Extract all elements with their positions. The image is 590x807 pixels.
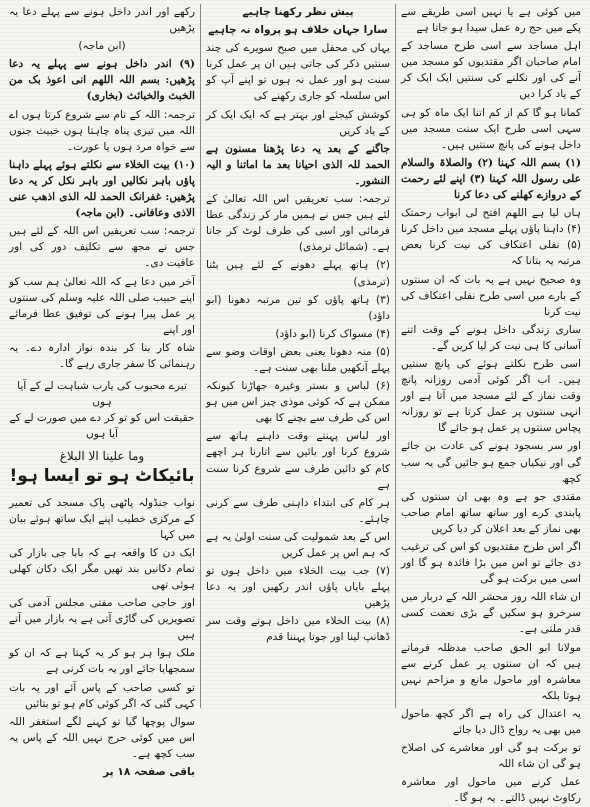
poem [9, 378, 195, 442]
column-middle [200, 4, 396, 708]
left-paragraphs-b [9, 495, 195, 763]
paragraph: (۹) اندر داخل ہونے سے پہلے یہ دعا پڑھیں: بسم اللہ اللھم انی اعوذ بک من الخبث والخبائث (بخاری) [9, 58, 195, 103]
paragraph: وہ صحیح نہیں ہے یہ بات کہ ان سنتوں کے بارے میں اسی طرح نفلی اعتکاف کی نیت کرنا [401, 273, 581, 318]
paragraph: میں کوئی ہے یا نہیں اسی طریقے سے پکے میں حج رہ عمل سیدا ہو جاتا ہے [401, 6, 581, 35]
paragraph: آخر میں دعا ہے کہ اللہ تعالیٰ ہم سب کو اپنے حبیب صلی اللہ علیہ وسلم کی سنتوں پر عمل پیرا ہونے کی توفیق عطا فرمائے اور اپنے [9, 275, 195, 336]
paragraph: (۲) ہاتھ پہلے دھونے کے لئے ہیں بٹنا (ترمذی) [206, 259, 390, 288]
poem-line: حقیقت اس کو تو کر دے میں صورت لے کے آیا ہوں [9, 412, 195, 441]
paragraph: ہاں لیا ہے اللھم افتح لی ابواب رحمتک (۴) داہنا پاؤں پہلے مسجد میں داخل کرنا (۵) نفلی اعتکاف کی نیت کرنا بعض مرتبہ یہ بتانا کہ [401, 207, 581, 268]
continued-note: باقی صفحہ ۱۸ پر [103, 766, 195, 779]
paragraph: عمل کرنے میں ماحول اور معاشرہ رکاوٹ نہیں ڈالتے۔ یہ ہو گا۔ [401, 776, 581, 805]
paragraph: اور سر بسجود ہونے کی عادت بن جائے گی اور نیکیاں جمع ہو جائیں گی یہ سب کچھ [401, 440, 581, 485]
right-paragraphs-b [401, 356, 581, 638]
closing-block [9, 448, 195, 486]
paragraph: ترجمہ: سب تعریفیں اس اللہ تعالیٰ کے لئے ہیں جس نے ہمیں مار کر زندگی عطا فرمائی اور اسی کی طرف لوٹ کر جانا ہے۔ (شمائل ترمذی) [206, 193, 390, 254]
reference: (ابن ماجہ) [78, 40, 126, 53]
middle-paragraphs [206, 40, 390, 645]
paragraph: (۱۰) بیت الخلاء سے نکلتے ہوئے پہلے داہنا پاؤں باہر نکالیں اور باہر نکل کر یہ دعا پڑھیں: غفرانک الحمد للہ الذی اذھب عنی الاذی وعافانی۔ (ابن ماجہ) [9, 158, 195, 220]
paragraph: ملک ہوا ہر ہو کر یہ کہتا ہے کہ ان کو سمجھایا جائے اور یہ بات کرنی ہے [9, 647, 195, 676]
paragraph: سوال پوچھا گیا تو کہنے لگے استغفر اللہ اس میں کوئی حرج نہیں اللہ کے پاس یہ سب کچھ ہے۔ [9, 715, 195, 760]
poem-line: تیرے محبوب کی یارب شباہت لے کے آیا ہوں [17, 380, 187, 409]
paragraph: اس کے بعد شمولیت کی سنت اولیٰ یہ ہے کہ ہم اس پر عمل کریں [206, 530, 390, 559]
paragraph: تو کسی صاحب کے پاس آئے اور یہ بات کہی گئی کہ اگر کوئی کام ہو تو بتائیں [9, 681, 195, 710]
paragraph: مولانا ابو الحق صاحب مدظلہ فرماتے ہیں کہ ان سنتوں پر عمل کرنے سے معاشرہ اور ماحول مانع و مزاحم نہیں ہوتا بلکہ [401, 641, 581, 702]
left-top-lines [9, 4, 195, 54]
paragraph: نواب جنڈولہ پاٹھی پاک مسجد کی تعمیر کے مرکزی خطیب اپنے ایک ساتھ ہوئے بیان میں کہا [9, 496, 195, 541]
paragraph: ساری زندگی داخل ہونے کے وقت اتنے آسانی کا ہی نیت کر لیا کریں گے۔ [401, 323, 581, 352]
right-paragraphs [401, 4, 581, 354]
paragraph: یہاں کی محفل میں صبح سویرے کی چند سنتیں ذکر کی جاتی ہیں ان پر عمل کرنا سنت ہو اور عمل نہ ہوں تو اپنے آپ کو اس سلسلہ کو جاری رکھنے کی [206, 42, 390, 103]
paragraph: جاگنے کے بعد یہ دعا پڑھنا مسنون ہے الحمد للہ الذی احیانا بعد ما اماتنا و الیہ النشور۔ [206, 142, 390, 187]
paragraph: (۴) مسواک کرنا (ابو داؤد) [275, 327, 390, 340]
closing-line: وما علینا الا البلاغ [59, 449, 145, 464]
paragraph: ان شاء اللہ روز محشر اللہ کے دربار میں سرخرو ہو سکیں گے بڑی نعمت کسی قدر ملتی ہے۔ [401, 591, 581, 636]
paragraph: (۸) بیت الخلاء میں داخل ہوتے وقت سر ڈھانپ لینا اور جوتا پہننا قدم [206, 615, 390, 644]
paragraph: (۳) ہاتھ پاؤں کو تین مرتبہ دھونا (ابو داؤد) [206, 293, 390, 322]
paragraph: ترجمہ: اللہ کے نام سے شروع کرتا ہوں اے اللہ میں تیری پناہ چاہتا ہوں خبیث جنوں سے خواہ مرد ہوں یا عورت۔ [9, 108, 195, 153]
paragraph: تو برکت ہو گی اور معاشرے کی اصلاح ہو گی ان شاء اللہ [401, 742, 581, 771]
verse-line: پیش نظر رکھنا چاہیے [242, 6, 354, 18]
paragraph: اہل مساجد سے اسی طرح مساجد کے امام صاحبان اگر مقتدیوں کو مسجد میں آنے کی اور نکلنے کی سنتیں ایک ایک کر کے یاد کرا دیں [401, 40, 581, 101]
article-headline: بائیکاٹ ہو تو ایسا ہو! [9, 465, 195, 486]
paragraph: شاہ کار بنا کر بندہ نواز ادارہ دے۔ یہ رہنمائی کا سفر جاری رہے گا۔ [9, 341, 195, 370]
paragraph: کوشش کیجئے اور بہتر ہے کہ ایک ایک کر کے یاد کریں [206, 108, 390, 137]
paragraph: (۵) منہ دھونا یعنی بعض اوقات وضو سے پہلے آنکھیں ملنا بھی سنت ہے۔ [206, 345, 390, 374]
paragraph: ترجمہ: سب تعریفیں اس اللہ کے لئے ہیں جس نے مجھ سے تکلیف دور کی اور عافیت دی۔ [9, 225, 195, 270]
paragraph: اور حاجی صاحب مفتی مجلس آدمی کی تصویریں کی گاڑی آتی ہے یہ بازار میں آتے ہیں [9, 597, 195, 642]
paragraph: یہ اعتدال کی راہ ہے اگر کچھ ماحول میں بھی یہ رواج ڈال دیا جائے [401, 707, 581, 737]
right-paragraphs-c [401, 640, 581, 807]
verse-line: سارا جہان خلاف ہو پرواہ نہ چاہیے [208, 24, 388, 37]
left-paragraphs [9, 56, 195, 372]
middle-top-lines [206, 4, 390, 38]
paragraph: اسی طرح نکلتے ہوئے کی پانچ سنتیں ہیں۔ اب اگر کوئی آدمی روزانہ پانچ وقت نماز کے لئے مسجد میں آتا ہے اور انہی سنتوں پر عمل کرتا ہے تو روزانہ پچاس سنتوں پر عمل ہو جائے گا [401, 357, 581, 435]
paragraph: ایک دن کا واقعہ ہے کہ بابا جی بازار کی تمام دکانیں بند تھیں مگر ایک دکان کھلی ہوئی تھی [9, 546, 195, 591]
paragraph: (۱) بسم اللہ کہنا (۲) والصلاۃ والسلام علی رسول اللہ کہنا (۳) اپنے لئے رحمت کے دروازے کھلنے کی دعا کرنا [401, 156, 581, 202]
paragraph: کمانا ہو گا کم از کم اتنا ایک ماہ کو ہی سہی اسی طرح ایک سنت مسجد میں داخل ہونے کی پانچ سنتیں ہیں۔ [401, 106, 581, 151]
paragraph: (۶) لباس و بستر وغیرہ جھاڑنا کیونکہ ممکن ہے کہ کوئی موذی چیز اس میں ہو اس کی طرف سے بچنے کا بھی [206, 380, 390, 425]
paragraph: اور لباس پہنتے وقت داہنے ہاتھ سے شروع کرنا اور بائیں سے اتارنا ہر اچھے کام کو دائیں طرف سے شروع کرنا سنت ہے [206, 430, 390, 491]
column-right [396, 4, 586, 805]
paragraph: رکھے اور اندر داخل ہونے سے پہلے دعا یہ پڑھیں [9, 6, 195, 35]
paragraph: مقتدی جو ہے وہ بھی ان سنتوں کی پابندی کرے اور ساتھ ساتھ امام صاحب بھی نماز کے بعد اعلان کر دیا کریں [401, 490, 581, 535]
paragraph: (۷) جب بیت الخلاء میں داخل ہوں تو پہلے بایاں پاؤں اندر رکھیں اور یہ دعا پڑھیں [206, 565, 390, 610]
paragraph: اگر اس طرح مقتدیوں کو اس کی ترغیب دی جائے تو اس میں بڑا فائدہ ہو گا اور اسی میں برکت ہو گی [401, 541, 581, 586]
paragraph: ہر کام کی ابتداء داہنی طرف سے کرنی چاہئے۔ [206, 496, 390, 525]
column-left [4, 4, 200, 779]
